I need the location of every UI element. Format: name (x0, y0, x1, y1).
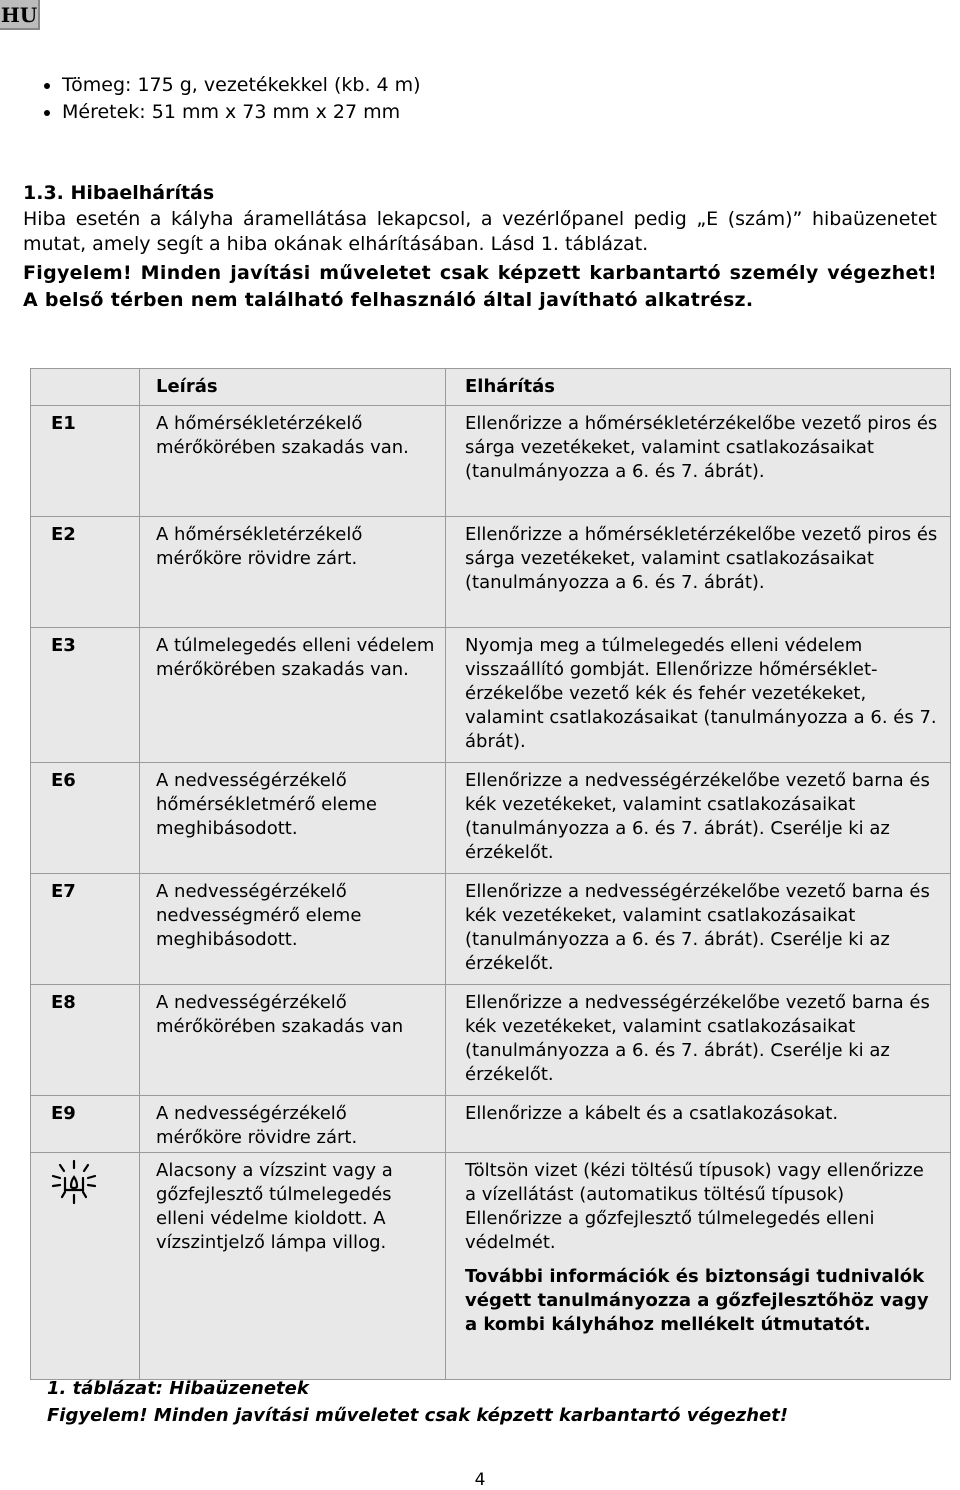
table-row (31, 1096, 951, 1153)
error-code: E9 (31, 1096, 140, 1153)
error-description: A nedvességérzékelő hőmérsékletmérő eleme meghibásodott. (140, 763, 446, 874)
error-code: E7 (31, 874, 140, 985)
table-row (31, 985, 951, 1096)
error-code: E8 (31, 985, 140, 1096)
section-title: 1.3. Hibaelhárítás (23, 182, 215, 204)
error-fix-cell (446, 1153, 951, 1380)
error-fix: Ellenőrizze a nedvességérzékelőbe vezető barna és kék vezetékeket, valamint csatlakozásaikat (tanulmányozza a 6. és 7. ábrát). Cserélje ki az érzékelőt. (446, 763, 951, 874)
language-badge: HU (0, 0, 40, 30)
error-description: A túlmelegedés elleni védelem mérőkörében szakadás van. (140, 628, 446, 763)
spec-weight: • Tömeg: 175 g, vezetékekkel (kb. 4 m) (62, 72, 421, 99)
error-fix: Ellenőrizze a hőmérsékletérzékelőbe vezető piros és sárga vezetékeket, valamint csatlakozásaikat (tanulmányozza a 6. és 7. ábrát). (446, 406, 951, 517)
error-fix: Ellenőrizze a nedvességérzékelőbe vezető barna és kék vezetékeket, valamint csatlakozásaikat (tanulmányozza a 6. és 7. ábrát). Cserélje ki az érzékelőt. (446, 874, 951, 985)
error-fix: Töltsön vizet (kézi töltésű típusok) vagy ellenőrizze a vízellátást (automatikus töltésű típusok) Ellenőrizze a gőzfejlesztő túlmelegedés elleni védelmét. (465, 1160, 924, 1253)
error-description: A nedvességérzékelő mérőkörében szakadás van (140, 985, 446, 1096)
error-fix: Ellenőrizze a hőmérsékletérzékelőbe vezető piros és sárga vezetékeket, valamint csatlakozásaikat (tanulmányozza a 6. és 7. ábrát). (446, 517, 951, 628)
spec-dimensions: • Méretek: 51 mm x 73 mm x 27 mm (62, 99, 421, 126)
header-description: Leírás (140, 369, 446, 406)
fix-note: További információk és biztonsági tudnivalók végett tanulmányozza a gőzfejlesztőhöz vagy a kombi kályhához mellékelt útmutatót. (465, 1266, 929, 1335)
header-code (31, 369, 140, 406)
error-fix: Ellenőrizze a nedvességérzékelőbe vezető barna és kék vezetékeket, valamint csatlakozásaikat (tanulmányozza a 6. és 7. ábrát). Cserélje ki az érzékelőt. (446, 985, 951, 1096)
error-fix: Nyomja meg a túlmelegedés elleni védelem visszaállító gombját. Ellenőrizze hőmérséklet-érzékelőbe vezető kék és fehér vezetékeket, valamint csatlakozásaikat (tanulmányozza a 6. és 7. ábrát). (446, 628, 951, 763)
table-row (31, 406, 951, 517)
error-description: Alacsony a vízszint vagy a gőzfejlesztő túlmelegedés elleni védelme kioldott. A vízszintjelző lámpa villog. (140, 1153, 446, 1380)
error-code: E1 (31, 406, 140, 517)
header-fix: Elhárítás (446, 369, 951, 406)
error-table (30, 368, 951, 1380)
caption-warning: Figyelem! Minden javítási műveletet csak képzett karbantartó végezhet! (47, 1405, 789, 1426)
table-row (31, 763, 951, 874)
section-body: Hiba esetén a kályha áramellátása lekapcsol, a vezérlőpanel pedig „E (szám)” hibaüzenetet mutat, amely segít a hiba okának elhárításában. Lásd 1. táblázat. (23, 208, 937, 255)
table-row (31, 517, 951, 628)
water-level-cell (31, 1153, 140, 1380)
error-fix: Ellenőrizze a kábelt és a csatlakozásokat. (446, 1096, 951, 1153)
section-warning: Figyelem! Minden javítási műveletet csak képzett karbantartó személy végezhet! A belső térben nem található felhasználó által javítható alkatrész. (23, 262, 937, 311)
error-description: A hőmérsékletérzékelő mérőköre rövidre zárt. (140, 517, 446, 628)
error-description: A hőmérsékletérzékelő mérőkörében szakadás van. (140, 406, 446, 517)
error-code: E6 (31, 763, 140, 874)
table-row (31, 628, 951, 763)
table-header-row (31, 369, 951, 406)
table-row (31, 1153, 951, 1380)
error-code: E2 (31, 517, 140, 628)
table-caption: 1. táblázat: Hibaüzenetek (47, 1378, 309, 1399)
page-number: 4 (474, 1470, 486, 1490)
table-row (31, 874, 951, 985)
water-level-lamp-icon (51, 1159, 97, 1205)
error-description: A nedvességérzékelő nedvességmérő eleme meghibásodott. (140, 874, 446, 985)
error-description: A nedvességérzékelő mérőköre rövidre zárt. (140, 1096, 446, 1153)
spec-list (30, 72, 421, 126)
error-code: E3 (31, 628, 140, 763)
